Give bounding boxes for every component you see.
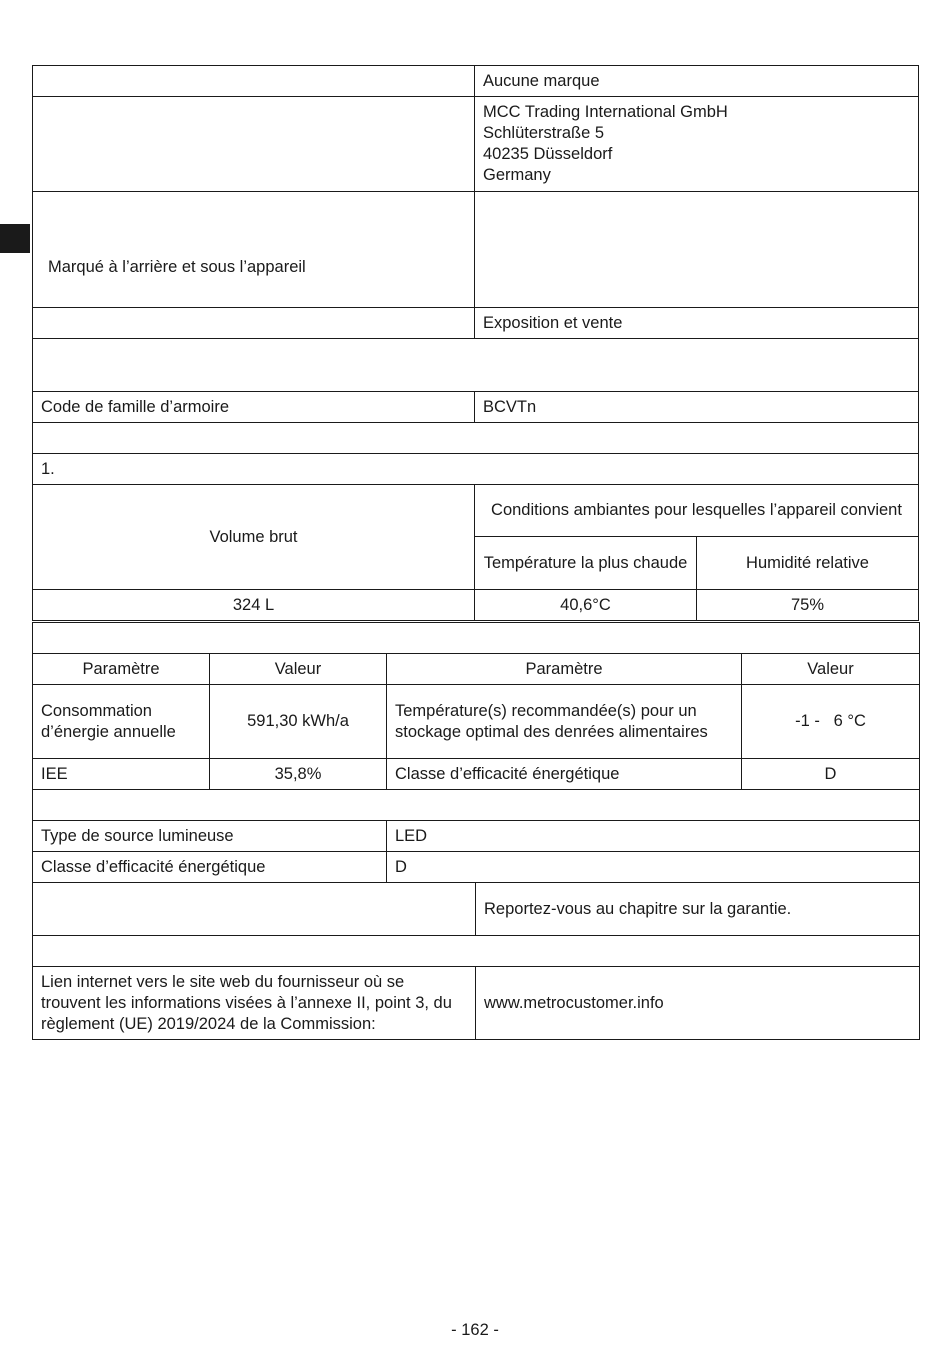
energy-class-value: D: [742, 759, 920, 790]
header-value: Valeur: [210, 654, 387, 685]
energy-class-label: Classe d’efficacité énergétique: [387, 759, 742, 790]
annual-consumption-label: Consommation d’énergie annuelle: [33, 685, 210, 759]
address-line: Germany: [483, 166, 551, 184]
empty-cell: [33, 66, 475, 97]
chapter-tab-marker: [0, 224, 30, 253]
light-class-label: Classe d’efficacité énergétique: [33, 852, 387, 883]
empty-cell: [475, 192, 919, 308]
brand-value: Aucune marque: [475, 66, 919, 97]
address-line: 40235 Düsseldorf: [483, 145, 613, 163]
empty-cell: [33, 623, 920, 654]
address-line: MCC Trading International GmbH: [483, 103, 728, 121]
humidity-label: Humidité relative: [697, 537, 919, 590]
marking-label: Marqué à l’arrière et sous l’appareil: [33, 192, 475, 308]
web-link-label: Lien internet vers le site web du fournisseur où se trouvent les informations visées à l’annexe II, point 3, du règlement (UE) 2019/2024 de la Commission:: [33, 967, 476, 1040]
hottest-temp-value: 40,6°C: [475, 590, 697, 621]
header-parameter: Paramètre: [387, 654, 742, 685]
annual-consumption-value: 591,30 kWh/a: [210, 685, 387, 759]
ambient-conditions-label: Conditions ambiantes pour lesquelles l’appareil convient: [475, 485, 919, 537]
cabinet-family-value: BCVTn: [475, 392, 919, 423]
empty-cell: [33, 308, 475, 339]
section-number: 1.: [33, 454, 919, 485]
cabinet-family-label: Code de famille d’armoire: [33, 392, 475, 423]
empty-cell: [33, 883, 476, 936]
light-class-value: D: [387, 852, 920, 883]
light-source-table: [32, 789, 920, 1040]
gross-volume-label: Volume brut: [33, 485, 475, 590]
iee-value: 35,8%: [210, 759, 387, 790]
empty-cell: [33, 97, 475, 192]
header-value: Valeur: [742, 654, 920, 685]
warranty-value: Reportez-vous au chapitre sur la garantie.: [476, 883, 920, 936]
web-link-value: www.metrocustomer.info: [476, 967, 920, 1040]
gross-volume-value: 324 L: [33, 590, 475, 621]
empty-cell: [33, 790, 920, 821]
empty-cell: [33, 936, 920, 967]
recommended-temp-label: Température(s) recommandée(s) pour un stockage optimal des denrées alimentaires: [387, 685, 742, 759]
energy-parameters-table: [32, 622, 920, 790]
humidity-value: 75%: [697, 590, 919, 621]
product-info-table: [32, 65, 919, 621]
page-number: - 162 -: [451, 1321, 499, 1339]
empty-cell: [33, 423, 919, 454]
light-type-value: LED: [387, 821, 920, 852]
iee-label: IEE: [33, 759, 210, 790]
header-parameter: Paramètre: [33, 654, 210, 685]
recommended-temp-value: -1 - 6 °C: [742, 685, 920, 759]
empty-cell: [33, 339, 919, 392]
hottest-temp-label: Température la plus chaude: [475, 537, 697, 590]
light-type-label: Type de source lumineuse: [33, 821, 387, 852]
supplier-address: [475, 97, 919, 192]
address-line: Schlüterstraße 5: [483, 124, 605, 142]
use-value: Exposition et vente: [475, 308, 919, 339]
